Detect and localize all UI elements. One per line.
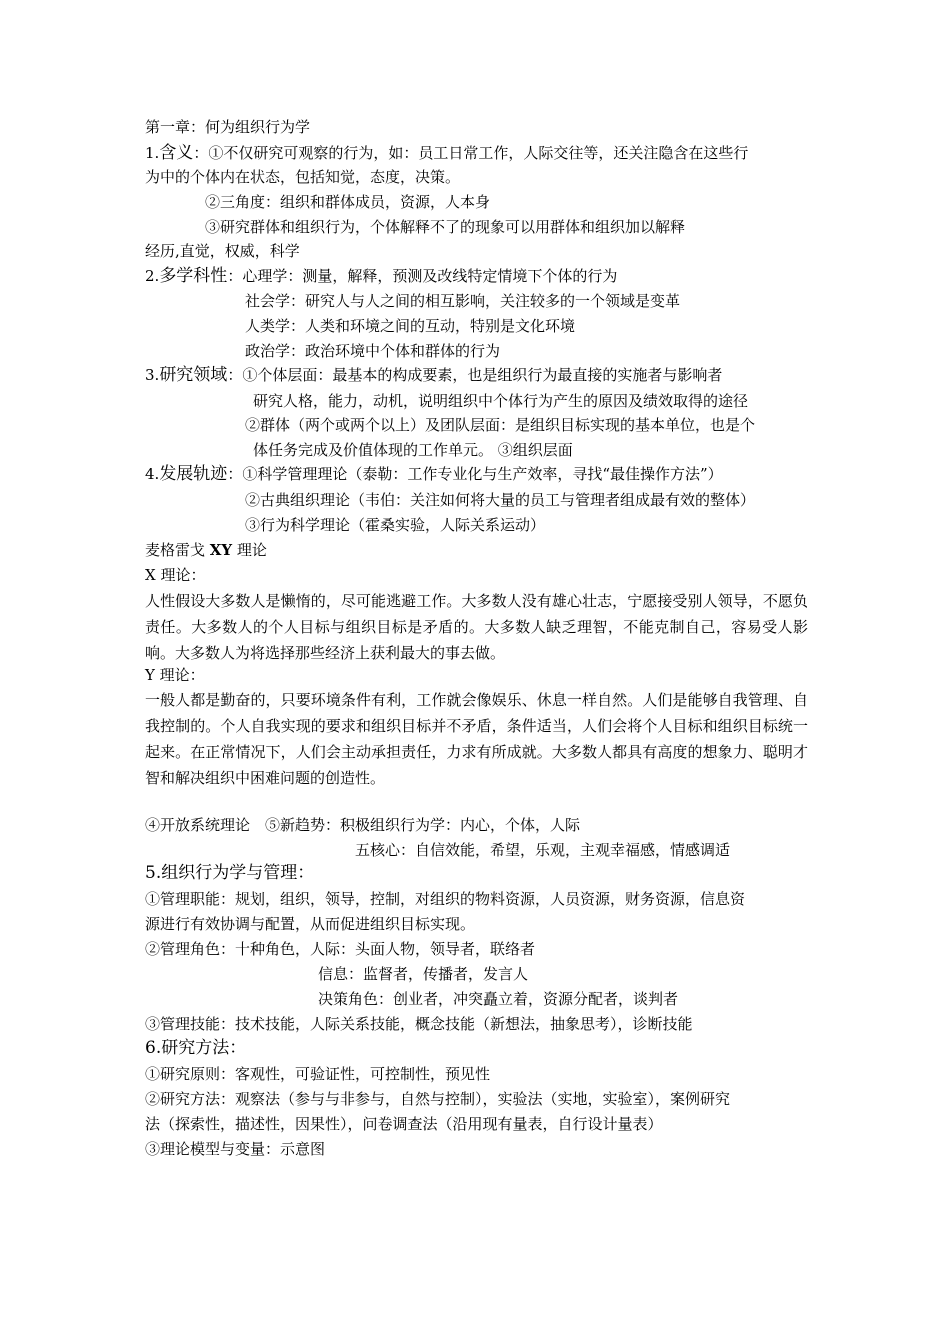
section-4b-line-1: ④开放系统理论 ⑤新趋势：积极组织行为学：内心，个体，人际: [145, 816, 581, 834]
section-4b-line-2: 五核心：自信效能，希望，乐观，主观幸福感，情感调适: [355, 841, 731, 859]
section-4-line-3: ③行为科学理论（霍桑实验，人际关系运动）: [245, 516, 546, 534]
section-3-heading: 研究领域: [159, 365, 228, 385]
section-2-line-1: [145, 265, 617, 287]
section-2-line-2: 社会学：研究人与人之间的相互影响，关注较多的一个领域是变革: [245, 292, 681, 310]
section-2-line-3: 人类学：人类和环境之间的互动，特别是文化环境: [245, 317, 576, 335]
section-1-line-4: ③研究群体和组织行为，个体解释不了的现象可以用群体和组织加以解释: [205, 218, 686, 236]
section-2-number: 2.: [145, 267, 160, 285]
chapter-title: 第一章：何为组织行为学: [145, 118, 311, 136]
section-5-line-2: 源进行有效协调与配置，从而促进组织目标实现。: [145, 915, 476, 933]
section-4-number: 4.: [145, 465, 160, 483]
section-2-line-4: 政治学：政治环境中个体和群体的行为: [245, 342, 501, 360]
section-1-number: 1.: [145, 144, 160, 162]
xy-title-bold: XY: [209, 541, 233, 559]
section-3-number: 3.: [145, 366, 160, 384]
section-4-text: ：①科学管理理论（泰勒：工作专业化与生产效率，寻找“最佳操作方法”）: [227, 465, 723, 483]
y-theory-label: Y 理论：: [145, 666, 205, 684]
section-4-line-2: ②古典组织理论（韦伯：关注如何将大量的员工与管理者组成最有效的整体）: [245, 491, 756, 509]
xy-title-prefix: 麦格雷戈: [145, 541, 210, 559]
section-5-line-3: ②管理角色：十种角色，人际：头面人物，领导者，联络者: [145, 940, 536, 958]
section-3-line-3: ②群体（两个或两个以上）及团队层面：是组织目标实现的基本单位，也是个: [245, 416, 756, 434]
xy-title-suffix: 理论: [232, 541, 267, 559]
section-1-heading: 含义: [159, 143, 194, 163]
section-4-heading: 发展轨迹: [159, 464, 228, 484]
section-3-text: ：①个体层面：最基本的构成要素，也是组织行为最直接的实施者与影响者: [227, 366, 723, 384]
section-6-line-4: ③理论模型与变量：示意图: [145, 1140, 326, 1158]
section-5-line-1: ①管理职能：规划，组织，领导，控制，对组织的物料资源，人员资源，财务资源，信息资: [145, 890, 746, 908]
section-6-line-2: ②研究方法：观察法（参与与非参与，自然与控制），实验法（实地，实验室），案例研究: [145, 1090, 731, 1108]
section-2-text: ：心理学：测量，解释，预测及改线特定情境下个体的行为: [227, 267, 618, 285]
section-1-line-1: [145, 142, 748, 164]
section-3-line-4: 体任务完成及价值体现的工作单元。 ③组织层面: [253, 441, 573, 459]
section-6-heading: 6.研究方法：: [145, 1038, 247, 1058]
section-6-line-3: 法（探索性，描述性，因果性），问卷调查法（沿用现有量表，自行设计量表）: [145, 1115, 663, 1133]
section-1-line-5: 经历,直觉，权威，科学: [145, 242, 300, 260]
y-theory-text: 一般人都是勤奋的，只要环境条件有利，工作就会像娱乐、休息一样自然。人们是能够自我管理、自我控制的。个人自我实现的要求和组织目标并不矛盾，条件适当，人们会将个人目标和组织目标统一起来。在正常情况下，人们会主动承担责任，力求有所成就。大多数人都具有高度的想象力、聪明才智和解决组织中困难问题的创造性。: [145, 691, 808, 787]
x-theory-label: X 理论：: [145, 566, 206, 584]
section-5-heading: 5.组织行为学与管理：: [145, 863, 315, 883]
section-1-line-3: ②三角度：组织和群体成员，资源，人本身: [205, 193, 491, 211]
section-5-line-4: 信息：监督者，传播者，发言人: [318, 965, 529, 983]
section-4-line-1: [145, 463, 723, 485]
section-2-heading: 多学科性: [159, 266, 228, 286]
section-3-line-2: 研究人格，能力，动机，说明组织中个体行为产生的原因及绩效取得的途径: [253, 392, 749, 410]
section-5-line-6: ③管理技能：技术技能，人际关系技能，概念技能（新想法，抽象思考），诊断技能: [145, 1015, 693, 1033]
x-theory-text: 人性假设大多数人是懒惰的，尽可能逃避工作。大多数人没有雄心壮志，宁愿接受别人领导，不愿负责任。大多数人的个人目标与组织目标是矛盾的。大多数人缺乏理智，不能克制自己，容易受人影响。大多数人为将选择那些经济上获利最大的事去做。: [145, 592, 808, 662]
section-1-line-2: 为中的个体内在状态，包括知觉，态度，决策。: [145, 168, 461, 186]
section-1-text: ：①不仅研究可观察的行为，如：员工日常工作，人际交往等，还关注隐含在这些行: [193, 144, 749, 162]
xy-theory-title: [145, 539, 267, 561]
section-3-line-1: [145, 364, 722, 386]
section-6-line-1: ①研究原则：客观性，可验证性，可控制性，预见性: [145, 1065, 491, 1083]
section-5-line-5: 决策角色：创业者，冲突矗立着，资源分配者，谈判者: [318, 990, 679, 1008]
